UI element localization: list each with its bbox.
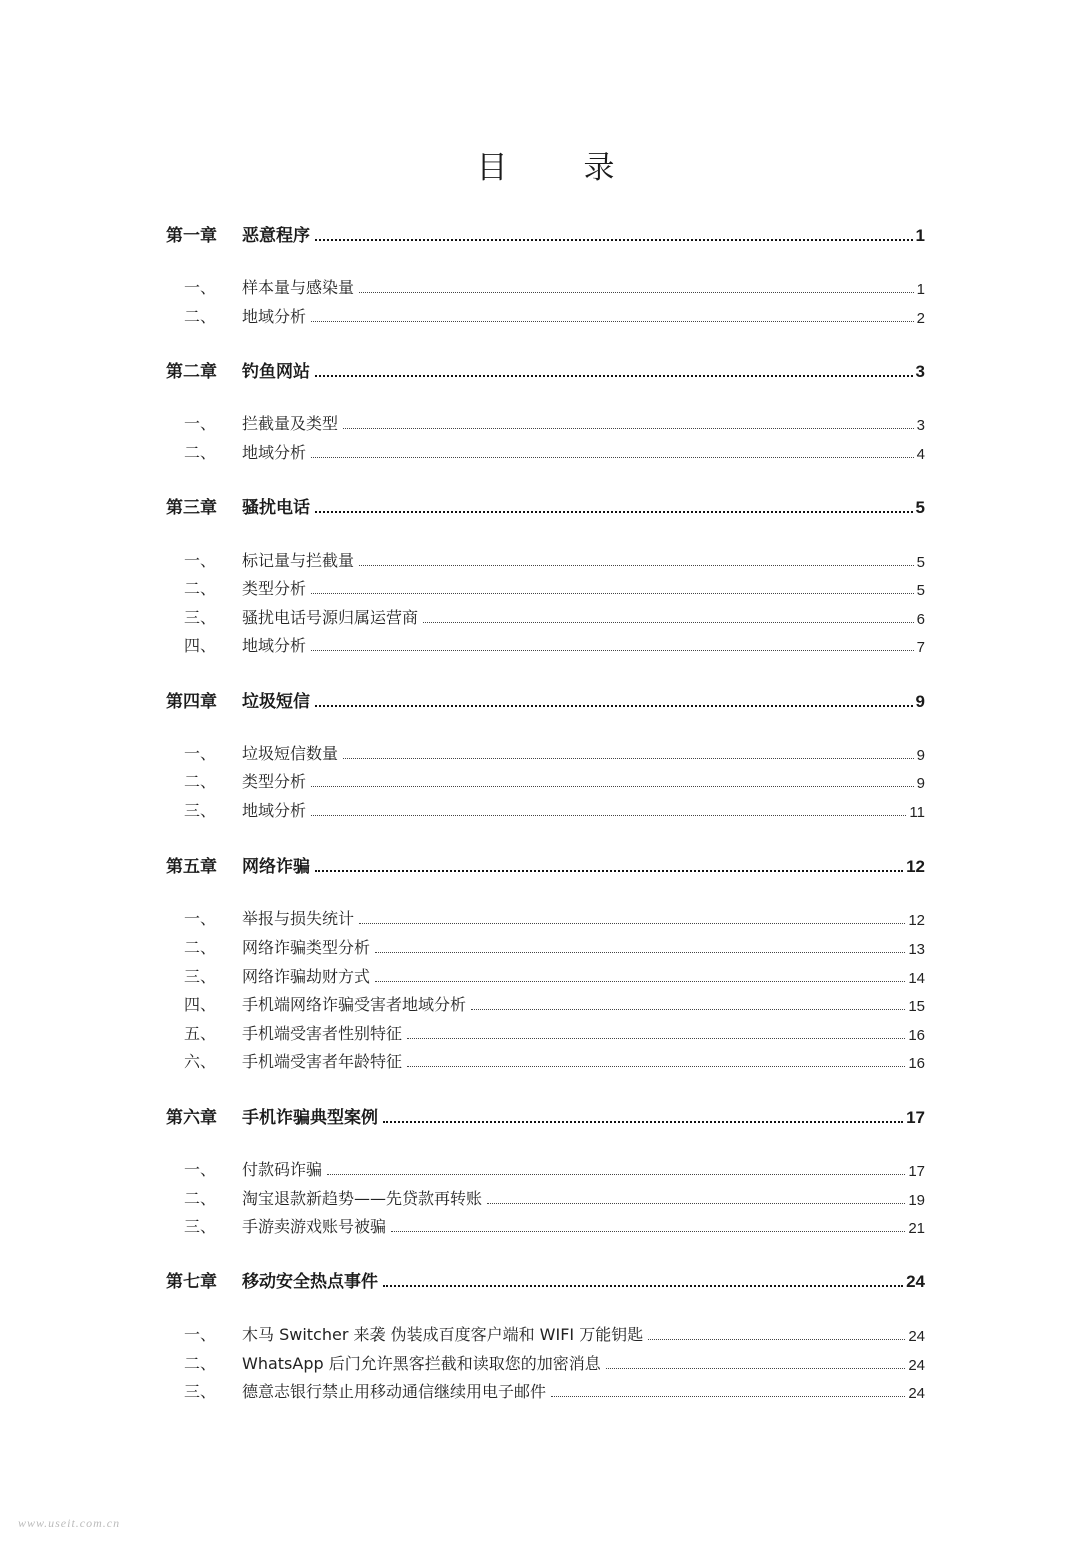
- entry-number: 二、: [184, 443, 217, 462]
- toc-section-entry[interactable]: [166, 606, 925, 628]
- toc-section-entry[interactable]: [166, 1050, 925, 1072]
- dot-leader: [423, 622, 914, 623]
- entry-title: 钓鱼网站: [242, 362, 310, 382]
- entry-title: 垃圾短信数量: [242, 744, 339, 763]
- toc-section-entry[interactable]: [166, 965, 925, 987]
- page-number: 15: [908, 998, 925, 1015]
- entry-number: 二、: [184, 307, 217, 326]
- entry-title: 类型分析: [242, 579, 307, 598]
- toc-chapter-entry[interactable]: [166, 1270, 925, 1292]
- entry-title: 手机端受害者年龄特征: [242, 1052, 403, 1071]
- watermark: www.useit.com.cn: [18, 1516, 121, 1530]
- toc-section-entry[interactable]: [166, 634, 925, 656]
- toc-section-entry[interactable]: [166, 799, 925, 821]
- entry-title: 手机端网络诈骗受害者地域分析: [242, 995, 467, 1014]
- entry-title: 木马 Switcher 来袭 伪装成百度客户端和 WIFI 万能钥匙: [242, 1325, 644, 1344]
- page-number: 6: [916, 611, 925, 628]
- entry-title: 网络诈骗劫财方式: [242, 967, 371, 986]
- dot-leader: [471, 1009, 905, 1010]
- entry-title: 手游卖游戏账号被骗: [242, 1217, 387, 1236]
- entry-title: 地域分析: [242, 307, 307, 326]
- page-number: 3: [916, 417, 925, 434]
- toc-section-entry[interactable]: [166, 1158, 925, 1180]
- entry-title: 地域分析: [242, 443, 307, 462]
- toc-section-entry[interactable]: [166, 549, 925, 571]
- entry-title: 网络诈骗类型分析: [242, 938, 371, 957]
- entry-title: 网络诈骗: [242, 857, 310, 877]
- toc-section-entry[interactable]: [166, 1187, 925, 1209]
- page-number: 17: [908, 1163, 925, 1180]
- dot-leader: [343, 428, 914, 429]
- page-number: 13: [908, 941, 925, 958]
- entry-number: 第五章: [166, 857, 217, 877]
- page-number: 7: [916, 639, 925, 656]
- page-number: 5: [916, 582, 925, 599]
- toc-section-entry[interactable]: [166, 441, 925, 463]
- toc-chapter-entry[interactable]: [166, 855, 925, 877]
- dot-leader: [407, 1038, 905, 1039]
- dot-leader: [648, 1339, 905, 1340]
- entry-title: 淘宝退款新趋势——先贷款再转账: [242, 1189, 483, 1208]
- entry-number: 一、: [184, 1325, 217, 1344]
- toc-section-entry[interactable]: [166, 276, 925, 298]
- entry-number: 第七章: [166, 1272, 217, 1292]
- dot-leader: [551, 1396, 905, 1397]
- entry-number: 第六章: [166, 1108, 217, 1128]
- dot-leader: [359, 292, 914, 293]
- toc-section-entry[interactable]: [166, 577, 925, 599]
- page-number: 24: [908, 1328, 925, 1345]
- entry-title: 垃圾短信: [242, 692, 310, 712]
- dot-leader: [383, 1121, 903, 1123]
- page-number: 14: [908, 970, 925, 987]
- entry-title: 手机端受害者性别特征: [242, 1024, 403, 1043]
- entry-title: 恶意程序: [242, 226, 310, 246]
- page-number: 19: [908, 1192, 925, 1209]
- dot-leader: [315, 375, 913, 377]
- toc-chapter-entry[interactable]: [166, 360, 925, 382]
- toc-chapter-entry[interactable]: [166, 1106, 925, 1128]
- entry-title: 地域分析: [242, 801, 307, 820]
- dot-leader: [311, 650, 914, 651]
- page-number: 9: [916, 775, 925, 792]
- page-title: [0, 142, 1091, 187]
- page-number: 21: [908, 1220, 925, 1237]
- dot-leader: [407, 1066, 905, 1067]
- entry-title: 手机诈骗典型案例: [242, 1108, 378, 1128]
- entry-number: 一、: [184, 1160, 217, 1179]
- toc-section-entry[interactable]: [166, 1022, 925, 1044]
- page-number: 24: [908, 1357, 925, 1374]
- entry-number: 三、: [184, 967, 217, 986]
- toc-chapter-entry[interactable]: [166, 224, 925, 246]
- entry-number: 二、: [184, 1354, 217, 1373]
- entry-number: 二、: [184, 772, 217, 791]
- entry-number: 四、: [184, 636, 217, 655]
- dot-leader: [311, 593, 914, 594]
- entry-title: 付款码诈骗: [242, 1160, 323, 1179]
- entry-title: 样本量与感染量: [242, 278, 355, 297]
- entry-title: 标记量与拦截量: [242, 551, 355, 570]
- dot-leader: [315, 705, 913, 707]
- dot-leader: [315, 511, 913, 513]
- dot-leader: [383, 1285, 903, 1287]
- entry-number: 二、: [184, 1189, 217, 1208]
- entry-number: 五、: [184, 1024, 217, 1043]
- toc-chapter-entry[interactable]: [166, 496, 925, 518]
- entry-number: 三、: [184, 608, 217, 627]
- dot-leader: [311, 815, 906, 816]
- entry-title: 骚扰电话号源归属运营商: [242, 608, 419, 627]
- page-number: 5: [915, 498, 925, 517]
- entry-title: 德意志银行禁止用移动通信继续用电子邮件: [242, 1382, 547, 1401]
- dot-leader: [311, 321, 914, 322]
- entry-number: 二、: [184, 938, 217, 957]
- page-number: 4: [916, 446, 925, 463]
- page-number: 11: [909, 804, 925, 821]
- entry-number: 一、: [184, 278, 217, 297]
- entry-number: 一、: [184, 551, 217, 570]
- entry-title: 类型分析: [242, 772, 307, 791]
- page-number: 5: [916, 554, 925, 571]
- page-number: 16: [908, 1055, 925, 1072]
- page-number: 12: [906, 857, 925, 876]
- page-number: 9: [916, 747, 925, 764]
- entry-number: 一、: [184, 744, 217, 763]
- entry-title: 拦截量及类型: [242, 414, 339, 433]
- page-number: 12: [908, 912, 925, 929]
- page-number: 1: [916, 281, 925, 298]
- page-number: 9: [915, 692, 925, 711]
- entry-number: 第三章: [166, 498, 217, 518]
- entry-number: 二、: [184, 579, 217, 598]
- toc-section-entry[interactable]: [166, 907, 925, 929]
- toc-section-entry[interactable]: [166, 412, 925, 434]
- entry-number: 三、: [184, 1217, 217, 1236]
- toc-section-entry[interactable]: [166, 1380, 925, 1402]
- title-char-1: 目: [476, 150, 508, 186]
- entry-number: 一、: [184, 909, 217, 928]
- entry-number: 三、: [184, 801, 217, 820]
- title-char-2: 录: [583, 150, 615, 186]
- entry-number: 第二章: [166, 362, 217, 382]
- entry-title: 地域分析: [242, 636, 307, 655]
- entry-number: 一、: [184, 414, 217, 433]
- toc-section-entry[interactable]: [166, 936, 925, 958]
- toc-section-entry[interactable]: [166, 1215, 925, 1237]
- dot-leader: [487, 1203, 905, 1204]
- dot-leader: [315, 870, 903, 872]
- toc-chapter-entry[interactable]: [166, 690, 925, 712]
- dot-leader: [391, 1231, 905, 1232]
- entry-title: 移动安全热点事件: [242, 1272, 378, 1292]
- toc-section-entry[interactable]: [166, 770, 925, 792]
- page-number: 24: [906, 1272, 925, 1291]
- dot-leader: [311, 457, 914, 458]
- dot-leader: [311, 786, 914, 787]
- page-number: 3: [915, 362, 925, 381]
- page-number: 24: [908, 1385, 925, 1402]
- entry-title: 骚扰电话: [242, 498, 310, 518]
- page-number: 1: [915, 226, 925, 245]
- entry-number: 第四章: [166, 692, 217, 712]
- toc-section-entry[interactable]: [166, 742, 925, 764]
- entry-number: 六、: [184, 1052, 217, 1071]
- page-number: 2: [916, 310, 925, 327]
- entry-title: 举报与损失统计: [242, 909, 355, 928]
- entry-number: 四、: [184, 995, 217, 1014]
- dot-leader: [375, 981, 905, 982]
- dot-leader: [315, 239, 913, 241]
- dot-leader: [327, 1174, 905, 1175]
- toc-section-entry[interactable]: [166, 1352, 925, 1374]
- entry-number: 第一章: [166, 226, 217, 246]
- toc-section-entry[interactable]: [166, 993, 925, 1015]
- page-number: 17: [906, 1108, 925, 1127]
- dot-leader: [606, 1368, 906, 1369]
- entry-number: 三、: [184, 1382, 217, 1401]
- dot-leader: [375, 952, 905, 953]
- dot-leader: [359, 923, 905, 924]
- dot-leader: [343, 758, 914, 759]
- dot-leader: [359, 565, 914, 566]
- page-number: 16: [908, 1027, 925, 1044]
- toc-section-entry[interactable]: [166, 305, 925, 327]
- entry-title: WhatsApp 后门允许黑客拦截和读取您的加密消息: [242, 1354, 601, 1373]
- toc-section-entry[interactable]: [166, 1323, 925, 1345]
